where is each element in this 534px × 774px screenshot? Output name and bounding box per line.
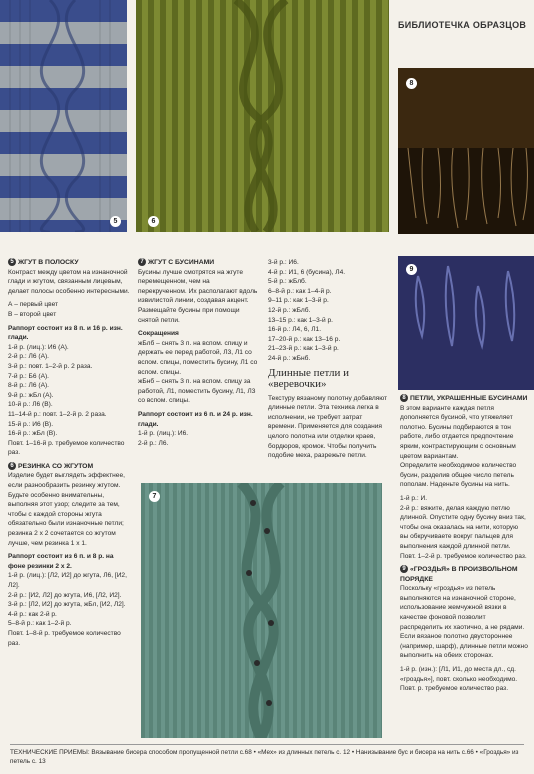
column-4: [400, 394, 528, 694]
loops-pattern: [398, 68, 534, 234]
row: 3-й р.: [Л2, И2] до жгута, жБл, [И2, Л2].: [8, 601, 126, 609]
photo-beaded-loops: [398, 68, 534, 234]
row: 9–11 р.: как 1–3-й р.: [268, 297, 329, 305]
row: 15-й р.: И6 (В).: [8, 420, 54, 428]
row: 7-й р.: Б6 (А).: [8, 372, 49, 380]
section-heading-loops: Длинные петли и «веревочки»: [268, 366, 349, 390]
cable-pattern: [136, 0, 389, 232]
row: 2-й р.: вяжите, делая каждую петлю длинной. Опустите одну бусину вниз так, чтобы она оказалась на нити, которую вы обкручиваете вокруг пальцев для выполнения каждой длинной петли.: [400, 504, 526, 550]
photo-number: 7: [149, 491, 160, 502]
color-b: В – второй цвет: [8, 310, 57, 318]
section-title-9: 9 «ГРОЗДЬЯ» В ПРОИЗВОЛЬНОМ ПОРЯДКЕ: [400, 566, 518, 583]
photo-ribbed-cable: [136, 0, 389, 232]
photo-beaded-cable: [141, 483, 382, 738]
row: 16-й р.: Л4, 6, Л1.: [268, 326, 322, 334]
color-a: А – первый цвет: [8, 301, 59, 309]
row: 13–15 р.: как 1–3-й р.: [268, 316, 333, 324]
rapport: Раппорт состоит из 6 п. и 24 р. изн. глади.: [138, 410, 253, 428]
row: Повт. р. требуемое количество раз.: [400, 685, 509, 693]
row: 5–8-й р.: как 1–2-й р.: [8, 620, 72, 628]
row: 1-й р. (лиц.): [Л2, И2] до жгута, Л6, [И2, Л2].: [8, 572, 127, 589]
row: Повт. 1–16-й р. требуемое количество раз.: [8, 439, 125, 457]
row: 12-й р.: жБлб.: [268, 306, 311, 314]
row: 16-й р.: жБл (В).: [8, 430, 58, 438]
row: 2-й р.: Л6 (А).: [8, 353, 49, 361]
column-1: [8, 258, 132, 648]
footer-techniques: ТЕХНИЧЕСКИЕ ПРИЕМЫ: Вязывание бисера способом пропущенной петли с.68 • «Мех» из длинных петель с. 12 • Нанизывание бус и бисера на нить с.66 • «Гроздья» из петель с. 13: [10, 744, 524, 766]
row: 1-й р. (лиц.): И6 (А).: [8, 343, 69, 351]
row: 1-й р. (лиц.): И6.: [138, 430, 189, 438]
section-text: Изделие будет выглядеть эффектнее, если разнообразить резинку жгутом. Будьте особенно внимательны, выполняя этот узор; следите за тем, чтобы с каждой стороны жгута обязательно были изнаночные петли; резинка 2 x 2 сочетается со жгутом лучше, чем резинка 1 x 1.: [8, 472, 125, 547]
row: 5-й р.: жБлб.: [268, 278, 307, 286]
photo-number: 6: [148, 216, 159, 227]
photo-clusters: [398, 256, 534, 390]
section-text: В этом варианте каждая петля дополняется бусиной, что утяжеляет полотно. Бусины подбираются в тон работе, либо отдается предпочтение ярким, контрастирующим с основным цветом вариантам.: [400, 404, 516, 460]
beaded-cable-pattern: [141, 483, 382, 738]
row: 4-й р.: как 2-й р.: [8, 610, 57, 618]
row: 4-й р.: И1, 6 (бусина), Л4.: [268, 268, 346, 276]
row: 2-й р.: [И2, Л2] до жгута, И6, [Л2, И2].: [8, 591, 122, 599]
section-title-7: 7 ЖГУТ С БУСИНАМИ: [138, 258, 260, 268]
rapport: Раппорт состоит из 8 п. и 16 р. изн. глади.: [8, 324, 123, 342]
photo-number: 9: [406, 264, 417, 275]
row: 17–20-й р.: как 13–16 р.: [268, 335, 341, 343]
row: 3-й р.: повт. 1–2-й р. 2 раза.: [8, 362, 93, 370]
page-header: БИБЛИОТЕЧКА ОБРАЗЦОВ: [398, 20, 527, 30]
row: 1-й р. (изн.): [Л1, И1, до места дл., сд. «гроздья»], повт. сколько необходимо.: [400, 666, 518, 683]
row: 10-й р.: Л6 (В).: [8, 401, 53, 409]
row: 9-й р.: жБл (А).: [8, 391, 54, 399]
cable-pattern: [0, 0, 127, 232]
row: 8-й р.: Л6 (А).: [8, 382, 49, 390]
section-title-6: 6 РЕЗИНКА СО ЖГУТОМ: [8, 462, 132, 472]
section-text: Поскольку «гроздья» из петель выполняются на изнаночной стороне, использование жемчужной вязки в качестве фоновой позволит распределить их хаотично, а не рядами. Если вязаное полотно двустороннее (например, шарф), длинные петли можно выполнить на обеих сторонах.: [400, 585, 528, 660]
photo-striped-cable: [0, 0, 127, 232]
row: Повт. 1–8-й р. требуемое количество раз.: [8, 629, 121, 647]
column-2: [138, 258, 260, 448]
section-text-2: Определите необходимое количество бусин, разделив общее число петель пополам. Наденьте бусины на нить.: [400, 462, 517, 489]
column-3: [268, 258, 390, 461]
section-title-5: 5 ЖГУТ В ПОЛОСКУ: [8, 258, 132, 268]
section-text: Текстуру вязаному полотну добавляют длинные петли. Эта техника легка в исполнении, не требует затрат времени. Применяется для создания целого полотна или отделки краев, бордюров, кромок. Чтобы получить подобие меха, разрежьте петли.: [268, 394, 388, 460]
rapport: Раппорт состоит из 6 п. и 8 р. на фоне резинки 2 x 2.: [8, 553, 114, 570]
section-text: Бусины лучше смотрятся на жгуте перемещенном, чем на перекрученном. Их располагают вдоль извилистой линии, создавая акцент. Размещайте бусины при помощи снятой петли.: [138, 268, 258, 324]
abbr-title: Сокращения: [138, 330, 179, 338]
row: 1-й р.: И.: [400, 494, 428, 502]
abbr-2: жБнб – снять 3 п. на вспом. спицу за работой, Л1, поместить бусину, Л1, Л3 со вспом. спицы.: [138, 378, 256, 405]
row: Повт. 1–2-й р. требуемое количество раз.: [400, 552, 527, 560]
photo-number: 8: [406, 78, 417, 89]
row: 3-й р.: И6.: [268, 259, 299, 266]
clusters-pattern: [398, 256, 534, 390]
row: 24-й р.: жБнб.: [268, 354, 311, 362]
abbr-1: жБлб – снять 3 п. на вспом. спицу и держать ее перед работой, Л3, Л1 со вспом. спицы, поместить бусину, Л1 со вспом. спицы.: [138, 339, 258, 376]
section-title-8: 8 ПЕТЛИ, УКРАШЕННЫЕ БУСИНАМИ: [400, 394, 528, 404]
row: 21–23-й р.: как 1–3-й р.: [268, 345, 339, 353]
section-text: Контраст между цветом на изнаночной глади и жгутом, связанным лицевым, делает полосы особенно интересными.: [8, 268, 130, 295]
row: 11–14-й р.: повт. 1–2-й р. 2 раза.: [8, 410, 107, 418]
row: 2-й р.: Л6.: [138, 439, 169, 447]
row: 6–8-й р.: как 1–4-й р.: [268, 287, 332, 295]
photo-number: 5: [110, 216, 121, 227]
